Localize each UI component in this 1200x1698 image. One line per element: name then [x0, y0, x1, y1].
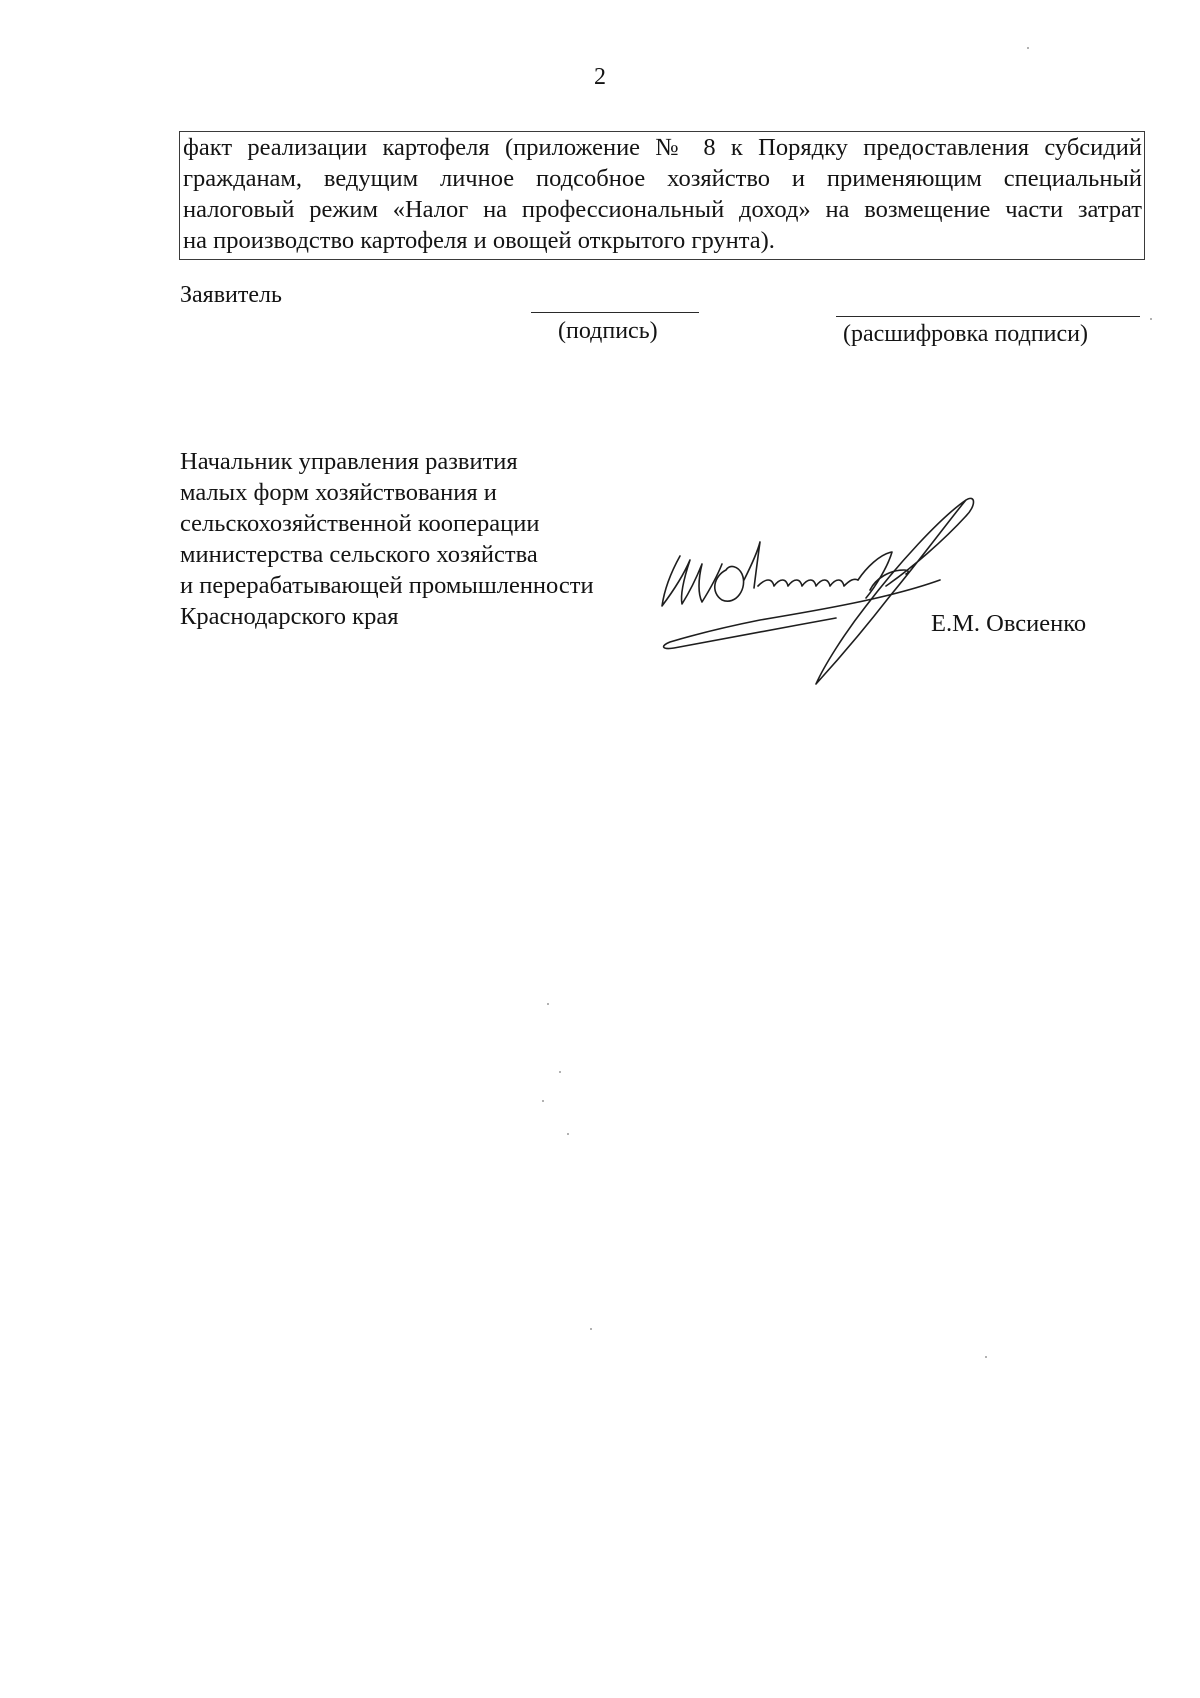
boxed-text-block	[179, 131, 1145, 260]
scan-speck	[1150, 318, 1152, 320]
scan-speck	[567, 1133, 569, 1135]
official-position-line: малых форм хозяйствования и	[180, 479, 497, 506]
decoding-caption: (расшифровка подписи)	[843, 321, 1088, 347]
signature-blank-line	[531, 312, 699, 313]
official-position-line: Краснодарского края	[180, 603, 399, 630]
official-position-line: Начальник управления развития	[180, 448, 518, 475]
official-position-line: и перерабатывающей промышленности	[180, 572, 594, 599]
decoding-blank-line	[836, 316, 1140, 317]
official-position	[180, 446, 594, 632]
boxed-text-line: факт реализации картофеля (приложение № 8 к Порядку предоставления субсидий	[183, 134, 1142, 161]
scan-speck	[985, 1356, 987, 1358]
boxed-text-line: гражданам, ведущим личное подсобное хозяйство и применяющим специальный	[183, 165, 1142, 192]
boxed-text-line: на производство картофеля и овощей открытого грунта).	[183, 227, 775, 254]
official-position-line: министерства сельского хозяйства	[180, 541, 538, 568]
official-position-line: сельскохозяйственной кооперации	[180, 510, 540, 537]
boxed-text-line: налоговый режим «Налог на профессиональный доход» на возмещение части затрат	[183, 196, 1142, 223]
scan-speck	[590, 1328, 592, 1330]
page-number: 2	[594, 64, 606, 90]
handwritten-signature	[640, 494, 980, 694]
scan-speck	[559, 1071, 561, 1073]
official-name: Е.М. Овсиенко	[931, 610, 1087, 637]
signature-caption: (подпись)	[558, 318, 658, 344]
scan-speck	[542, 1100, 544, 1102]
applicant-label: Заявитель	[180, 282, 282, 308]
scan-speck	[1027, 47, 1029, 49]
scan-speck	[547, 1003, 549, 1005]
